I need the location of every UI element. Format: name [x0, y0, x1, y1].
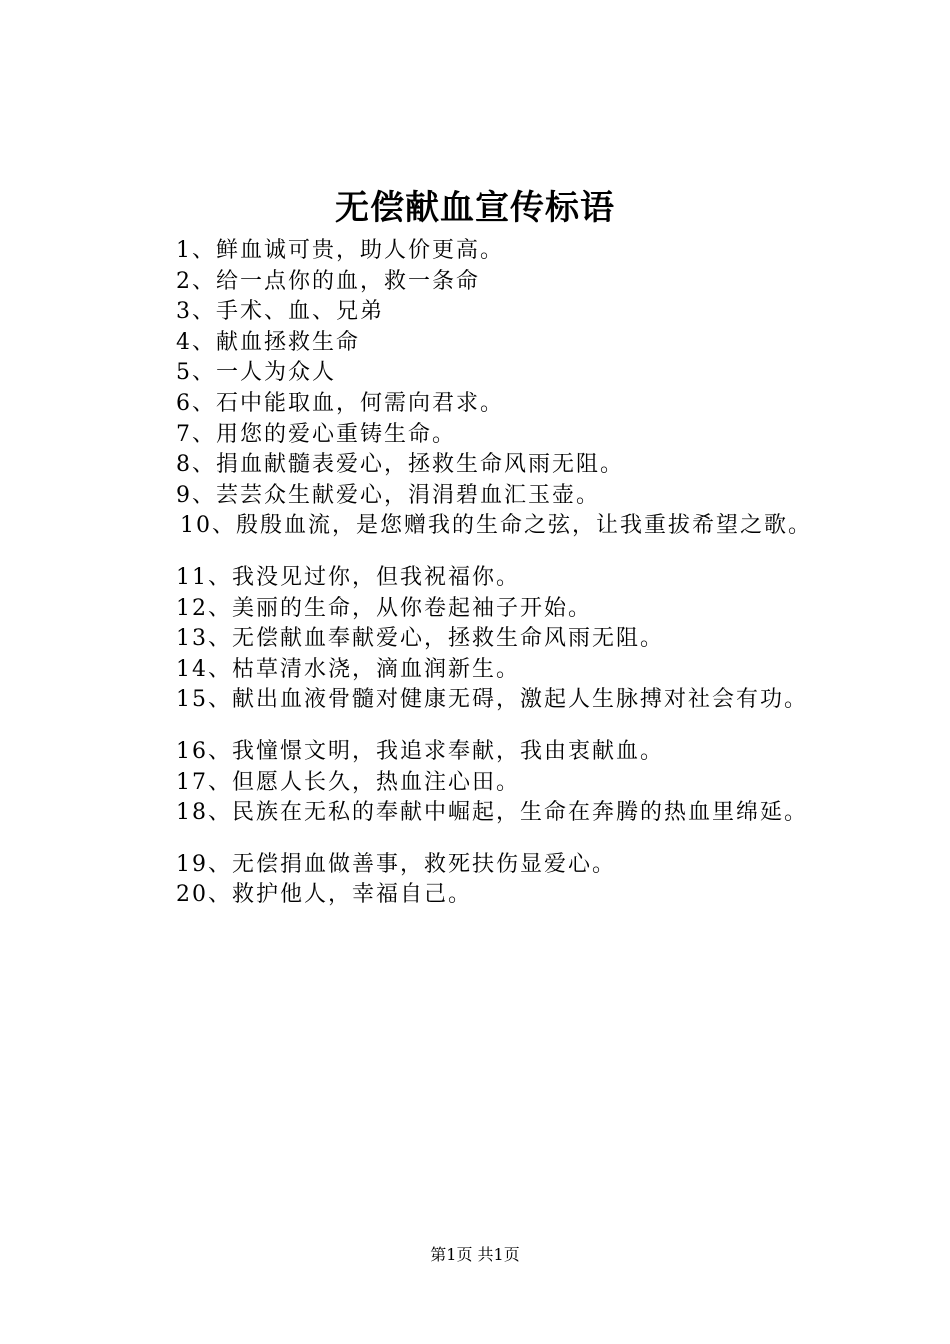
- list-item: 18、民族在无私的奉献中崛起，生命在奔腾的热血里绵延。: [176, 800, 808, 826]
- list-item: 20、救护他人，幸福自己。: [176, 882, 472, 908]
- slogan-list: [176, 236, 946, 911]
- list-item: 16、我憧憬文明，我追求奉献，我由衷献血。: [176, 738, 664, 764]
- list-item: 6、石中能取血，何需向君求。: [176, 390, 504, 416]
- list-item: 9、芸芸众生献爱心，涓涓碧血汇玉壶。: [176, 482, 600, 508]
- list-item: 11、我没见过你，但我祝福你。: [176, 564, 520, 590]
- list-item: 13、无偿献血奉献爱心，拯救生命风雨无阻。: [176, 626, 664, 652]
- list-item: 10、殷殷血流，是您赠我的生命之弦，让我重拔希望之歌。: [180, 513, 812, 539]
- page-title: 无偿献血宣传标语: [335, 188, 615, 228]
- list-item: 4、献血拯救生命: [176, 329, 360, 355]
- list-item: 8、捐血献髓表爱心，拯救生命风雨无阻。: [176, 452, 624, 478]
- list-item: 7、用您的爱心重铸生命。: [176, 421, 456, 447]
- list-item: 14、枯草清水浇，滴血润新生。: [176, 656, 520, 682]
- list-item: 12、美丽的生命，从你卷起袖子开始。: [176, 595, 592, 621]
- list-item: 19、无偿捐血做善事，救死扶伤显爱心。: [176, 851, 616, 877]
- list-item: 3、手术、血、兄弟: [176, 299, 384, 325]
- page-footer: 第1页 共1页: [430, 1245, 520, 1264]
- list-item: 1、鲜血诚可贵，助人价更高。: [176, 238, 504, 263]
- list-item: 17、但愿人长久，热血注心田。: [176, 769, 520, 795]
- list-item: 15、献出血液骨髓对健康无碍，激起人生脉搏对社会有功。: [176, 687, 808, 713]
- list-item: 2、给一点你的血，救一条命: [176, 268, 480, 294]
- list-item: 5、一人为众人: [176, 360, 336, 386]
